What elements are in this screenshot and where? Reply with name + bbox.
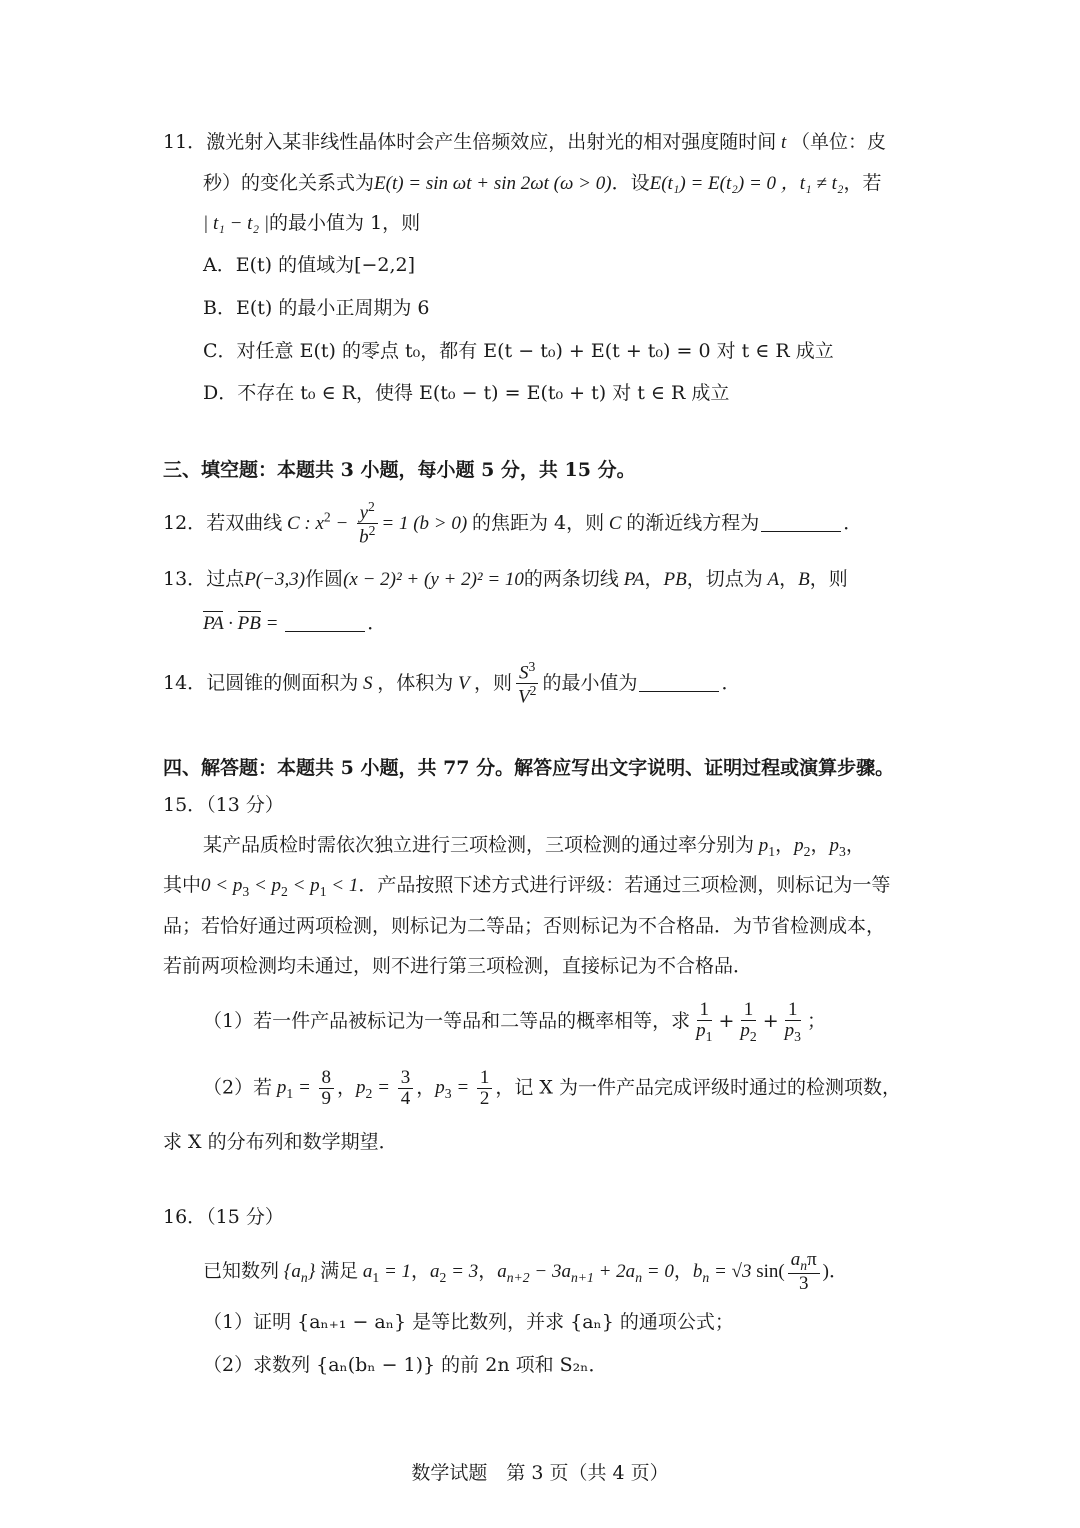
q15-header: 15．（13 分） [163,794,284,816]
q14: 14．记圆锥的侧面积为 S ，体积为 V ，则 $\frac{S^3}{V^2}$ 的最小值为 ． [163,659,741,708]
q16-header: 16．（15 分） [163,1206,284,1228]
q13-answer-blank [285,612,365,632]
q15-subquestion-2: （2）若 $p_1$ = $\frac{8}{9}$ ，$p_2$ = $\frac{3}{4}$ ，$p_3$ = $\frac{1}{2}$ ，记 X 为一件产品完成评级时通过的检测项数， [203,1067,901,1109]
page-footer: 数学试题 第 3 页（共 4 页） [411,1462,669,1484]
q12: 12．若双曲线 C : $x^2$ − $\frac{y^2}{b^2}$ = 1 (b > 0) 的焦距为 4，则 C 的渐近线方程为 ． [163,499,863,548]
q15-para1: 某产品质检时需依次独立进行三项检测，三项检测的通过率分别为 $p_1$，$p_2$，$p_3$， [203,834,865,859]
q11-option-b: B．E(t) 的最小正周期为 6 [203,297,430,319]
q13-line2: PA · PB = ． [203,612,387,634]
q15-para2: 其中$0 < p_3 < p_2 < p_1 < 1$．产品按照下述方式进行评级：若通过三项检测，则标记为一等 [163,874,891,899]
q11-option-d: D．不存在 t₀ ∈ R，使得 E(t₀ − t) = E(t₀ + t) 对 t ∈ R 成立 [203,382,730,404]
q15-para4: 若前两项检测均未通过，则不进行第三项检测，直接标记为不合格品． [163,955,753,977]
q11-line1: 11．激光射入某非线性晶体时会产生倍频效应，出射光的相对强度随时间 t （单位：皮 [163,131,886,153]
q14-answer-blank [639,672,719,692]
q11-option-c: C．对任意 E(t) 的零点 t₀，都有 E(t − t₀) + E(t + t₀) = 0 对 t ∈ R 成立 [203,340,834,362]
q11-line3: | t₁ − t₂ |的最小值为 1，则 [203,212,421,234]
q15-subquestion-1: （1）若一件产品被标记为一等品和二等品的概率相等，求 $\frac{1}{p_1}$ + $\frac{1}{p_2}$ + $\frac{1}{p_3}$ ； [203,999,826,1044]
section-4-heading: 四、解答题：本题共 5 小题，共 77 分。解答应写出文字说明、证明过程或演算步骤。 [163,757,895,779]
q16-statement: 已知数列 $\{a_n\}$ 满足 $a_1 = 1$，$a_2 = 3$，$a_{n+2} - 3a_{n+1} + 2a_n = 0$，$b_n = √3$ sin( $\frac{a_n\pi}{3}$ )． [203,1249,848,1295]
q12-answer-blank [761,512,841,532]
q11-option-a: A．E(t) 的值域为[−2,2] [203,254,416,276]
q16-subquestion-2: （2）求数列 {aₙ(bₙ − 1)} 的前 2n 项和 S₂ₙ． [203,1354,608,1376]
q15-subquestion-2-line2: 求 X 的分布列和数学期望． [163,1131,398,1153]
q11-line2: 秒）的变化关系式为E(t) = sin ωt + sin 2ωt (ω > 0)．设E(t₁) = E(t₂) = 0 ，t₁ ≠ t₂，若 [203,172,882,194]
q15-para3: 品；若恰好通过两项检测，则标记为二等品；否则标记为不合格品．为节省检测成本， [163,915,886,937]
q13-line1: 13．过点P(−3,3)作圆(x − 2)² + (y + 2)² = 10的两条切线 PA，PB，切点为 A，B，则 [163,568,848,590]
q16-subquestion-1: （1）证明 {aₙ₊₁ − aₙ} 是等比数列，并求 {aₙ} 的通项公式； [203,1311,734,1333]
section-3-heading: 三、填空题：本题共 3 小题，每小题 5 分，共 15 分。 [163,459,636,481]
